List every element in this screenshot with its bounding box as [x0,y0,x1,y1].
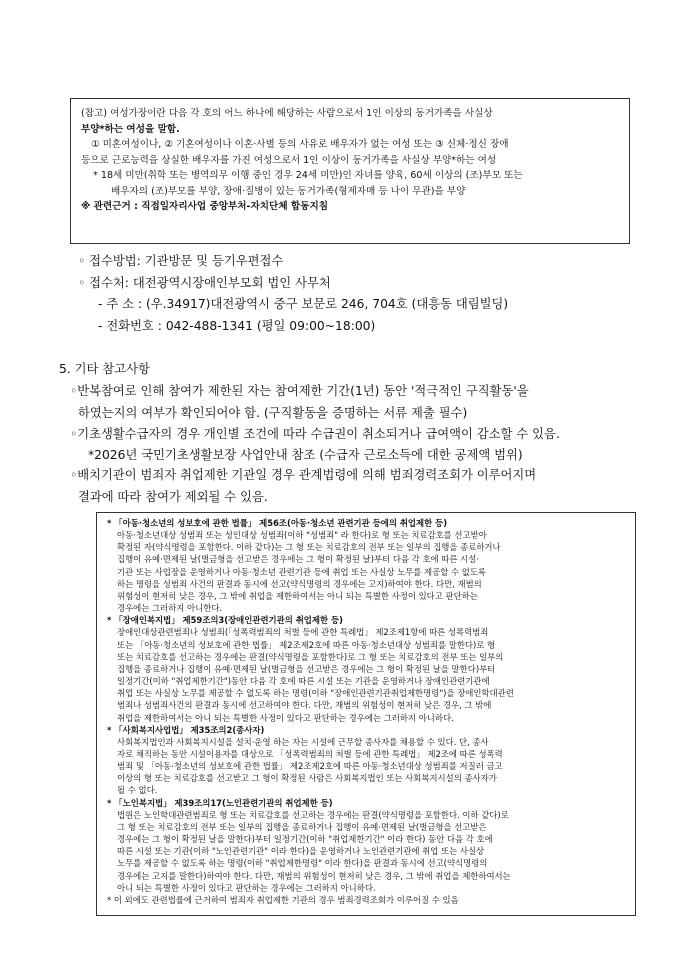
law-title: * 「노인복지법」 제39조의17(노인관련기관의 취업제한 등) [107,797,333,808]
law-text: 확정된 자(약식명령을 포함한다. 이하 같다)는 그 형 또는 치료감호의 전부 또는 일부의 집행을 종료하거나 [117,542,501,553]
law-text: 일정기간(이하 "취업제한기간")동안 다음 각 호에 따른 시설 또는 기관을 운영하거나 장애인관련기관에 [117,676,490,687]
receipt-address: - 주 소 : (우.34917)대전광역시 중구 보문로 246, 704호 (대흥동 대림빌딩) [98,297,509,311]
receipt-method: ◦ 접수방법: 기관방문 및 등기우편접수 [78,254,284,268]
note-paragraph: ◦반복참여로 인해 참여가 제한된 자는 참여제한 기간(1년) 동안 '적극적인 구직활동'을 [70,384,529,398]
law-text: 자로 채직하는 동안 시설이용자를 대상으로 「성폭력범죄의 처벌 등에 관한 특례법」 제2조에 따른 성폭력 [117,748,503,759]
law-title: * 「장애인복지법」 제59조의3(장애인관련기관의 취업제한 등) [107,615,343,626]
receipt-phone: - 전화번호 : 042-488-1341 (평일 09:00~18:00) [98,319,376,333]
law-text: 취업을 제한하여서는 아니 되는 특별한 사정이 있다고 판단하는 경우에는 그러하지 아니하다. [117,712,454,723]
law-text: 경우에는 그 형이 확정된 날을 말한다)부터 일정기간(이하 "취업제한기간" 이라 한다) 동안 다음 각 호에 [117,834,493,845]
note-line: 배우자의 (조)부모를 부양, 장애·질병이 있는 동거가족(형제자매 등 나이 무관)을 부양 [111,185,466,197]
law-text: 그 형 또는 치료감호의 전부 또는 일부의 집행을 종료하거나 집행이 유예·면제된 날(벌금형을 선고받은 [117,821,487,832]
law-text: 될 수 없다. [117,785,158,796]
note-paragraph: *2026년 국민기초생활보장 사업안내 참조 (수급자 근로소득에 대한 공제액 범위) [88,448,523,462]
law-title: * 「사회복지사업법」 제35조의2(종사자) [107,724,265,735]
note-line: ① 미혼여성이나, ② 기혼여성이나 이혼·사별 등의 사유로 배우자가 없는 여성 또는 ③ 신체·정신 장애 [91,139,509,150]
section-heading: 5. 기타 참고사항 [59,362,150,376]
law-text: 경우에는 고지를 말한다)하여야 한다. 다만, 재범의 위험성이 현저히 낮은 경우, 그 밖에 취업을 제한하여서는 [117,870,511,881]
law-text: 이상의 형 또는 치료감호를 선고받고 그 형이 확정된 사람은 사회복지법인 또는 사회복지시설의 종사자가 [117,773,497,784]
note-line: * 18세 미만(취학 또는 병역의무 이행 중인 경우 24세 미만)인 자녀를 양육, 60세 이상의 (조)부모 또는 [93,170,523,181]
reference-note-box [70,98,630,244]
law-text: 위험성이 현저히 낮은 경우, 그 밖에 취업을 제한하여서는 아니 되는 특별한 사정이 있다고 판단하는 [117,590,478,601]
note-line: 등으로 근로능력을 상실한 배우자를 가진 여성으로서 1인 이상이 동거가족을 사실상 부양*하는 여성 [81,154,497,166]
note-paragraph: ◦배치기관이 범죄자 취업제한 기관일 경우 관계법령에 의해 범죄경력조회가 이루어지며 [70,468,537,482]
legal-basis-line: ※ 관련근거 : 직접일자리사업 중앙부처-자치단체 합동지침 [81,201,328,212]
law-text: 따른 시설 또는 기관(이하 "노인관련기관" 이라 한다)을 운영하거나 노인관련기관에 취업 또는 사실상 [117,846,485,857]
law-text: 하는 명령을 성범죄 사건의 판결과 동시에 선고(약식명령의 경우에는 고지)하여야 한다. 다만, 재범의 [117,578,482,589]
law-title: * 「아동·청소년의 성보호에 관한 법률」 제56조(아동·청소년 관련기관 등에의 취업제한 등) [107,518,448,528]
law-text: 노무를 제공할 수 없도록 하는 명령(이하 "취업제한명령" 이라 한다)을 판결과 동시에 선고(약식명령의 [117,858,488,869]
receipt-place: ◦ 접수처: 대전광역시장애인부모회 법인 사무처 [78,276,331,290]
law-text: 장애인대상관련범죄나 성범죄(「성폭력범죄의 처벌 등에 관한 특례법」 제2조제1항에 따른 성폭력범죄 [117,627,489,638]
law-text: 집행을 종료하거나 집행이 유예·면제된 날(벌금형을 선고받은 경우에는 그 형이 확정된 날을 말한다)부터 [117,663,496,674]
law-text: 범죄 및 「아동·청소년의 성보호에 관한 법률」 제2조제2호에 따른 아동·청소년대상 성범죄를 저질러 금고 [117,761,503,772]
law-text: 취업 또는 사실상 노무를 제공할 수 없도록 하는 명령(이하 "장애인관련기관취업제한명령")을 장애인학대관련 [117,688,514,699]
law-text: 아동·청소년대상 성범죄 또는 성인대상 성범죄(이하 "성범죄" 라 한다)로 형 또는 치료감호를 선고받아 [117,530,487,541]
legal-reference-box [96,512,636,916]
law-text: 기관 또는 사업장을 운영하거나 아동·청소년 관련기관 등에 취업 또는 사실상 노무를 제공할 수 없도록 [117,566,486,577]
law-text: 아니 되는 특별한 사정이 있다고 판단하는 경우에는 그러하지 아니하다. [117,882,376,893]
note-line: 부양*하는 여성을 말함. [81,123,180,135]
note-paragraph: 결과에 따라 참여가 제외될 수 있음. [78,490,268,504]
law-text: 범죄나 성범죄사건의 판결과 동시에 선고하여야 한다. 다만, 재범의 위험성이 현저히 낮은 경우, 그 밖에 [117,700,492,711]
law-text: 법원은 노인학대관련범죄로 형 또는 치료감호를 선고하는 경우에는 판결(약식명령을 포함한다. 이하 같다)로 [117,809,509,820]
note-paragraph: ◦기초생활수급자의 경우 개인별 조건에 따라 수급권이 취소되거나 급여액이 감소할 수 있음. [70,427,560,441]
law-text: 집행이 유예·면제된 날(벌금형을 선고받은 경우에는 그 형이 확정된 날)부터 다음 각 호에 따른 시설· [117,554,479,565]
note-line: (참고) 여성가장이란 다음 각 호의 어느 하나에 해당하는 사람으로서 1인 이상의 동거가족을 사실상 [81,108,493,119]
note-paragraph: 하였는지의 여부가 확인되어야 함. (구직활동을 증명하는 서류 제출 필수) [78,406,468,420]
law-footnote: * 이 외에도 관련법률에 근거하여 범죄자 취업제한 기관의 경우 범죄경력조회가 이루어질 수 있음 [107,894,459,905]
law-text: 사회복지법인과 사회복지시설을 설치·운영 하는 자는 시설에 근무할 종사자를 채용할 수 있다. 단, 종사 [117,736,489,747]
law-text: 또는 「아동·청소년의 성보호에 관한 법률」 제2조제2호에 따른 아동·청소년대상 성범죄를 말한다)로 형 [117,639,496,650]
law-text: 또는 치료감호를 선고하는 경우에는 판결(약식명령을 포함한다)로 그 형 또는 치료감호의 전부 또는 일부의 [117,651,504,662]
law-text: 경우에는 그러하지 아니한다. [117,603,223,614]
